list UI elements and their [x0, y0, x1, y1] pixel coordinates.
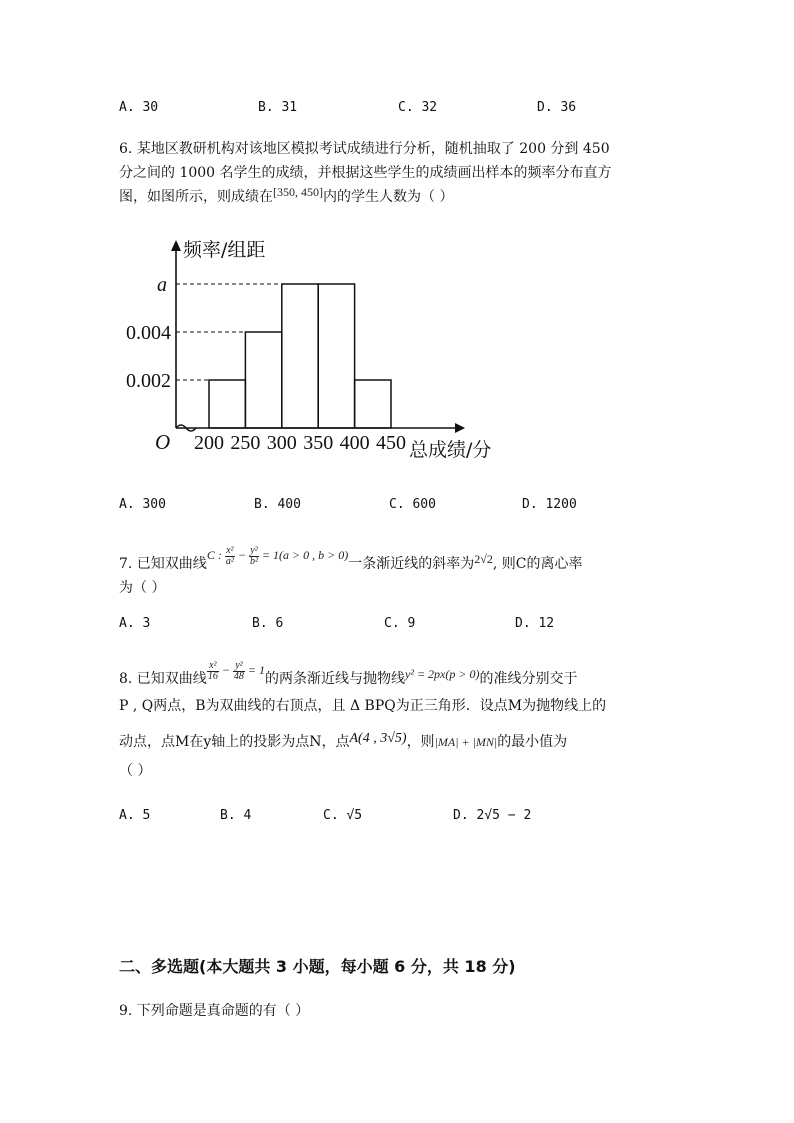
q6-option-b: B. 400	[254, 497, 301, 512]
q7-curve-name: C	[206, 548, 215, 562]
y-axis-arrow	[171, 240, 181, 251]
y-axis-title: 频率/组距	[183, 239, 266, 261]
q8-option-d: D. 2√5 − 2	[453, 808, 532, 823]
q7-line-1	[119, 544, 583, 581]
x-tick-label: 350	[303, 432, 334, 454]
q7-prefix: 7. 已知双曲线	[119, 556, 207, 572]
q6-line-3-start: 图，如图所示，则成绩在	[119, 189, 273, 205]
histogram-bar-2	[245, 332, 281, 428]
q7-suffix: , 则C的离心率	[492, 556, 583, 572]
histogram-bar-5	[355, 380, 391, 428]
q6-line-1: 6. 某地区教研机构对该地区模拟考试成绩进行分析，随机抽取了 200 分到 450	[119, 141, 610, 157]
q8-parabola: y² = 2px(p > 0)	[405, 667, 480, 681]
x-tick-label: 300	[266, 432, 297, 454]
histogram-bar-1	[209, 380, 245, 428]
q7-formula: C : $\frac{\text{x²}}{\text{a²}}$ − $\frac{\text{y²}}{\text{b²}}$ = 1(a > 0 , b > 0)	[206, 544, 349, 567]
q5-option-a: A. 30	[119, 100, 159, 115]
frequency-histogram	[115, 228, 515, 468]
q8-option-c: C. √5	[323, 808, 363, 823]
x-tick-label: 450	[376, 432, 406, 454]
q8-line-1	[119, 659, 578, 696]
q6-option-c: C. 600	[389, 497, 436, 512]
q7-option-c: C. 9	[384, 616, 416, 631]
q8-line-2: P , Q两点，B为双曲线的右顶点，且 Δ BPQ为正三角形．设点M为抛物线上的	[119, 698, 607, 714]
q8-expression: |MA| + |MN|	[434, 735, 498, 749]
q7-condition: = 1(a > 0 , b > 0)	[261, 548, 349, 562]
x-tick-label: 250	[230, 432, 261, 454]
q9-text: 9. 下列命题是真命题的有（ ）	[119, 1003, 310, 1019]
q8-option-b: B. 4	[220, 808, 252, 823]
q7-option-d: D. 12	[515, 616, 555, 631]
q7-option-b: B. 6	[252, 616, 284, 631]
y-tick-label: 0.004	[126, 322, 171, 344]
q7-line-2: 为（ ）	[119, 580, 166, 596]
y-tick-label: 0.002	[126, 370, 171, 392]
q8-middle-1: 的两条渐近线与抛物线	[265, 671, 406, 687]
q8-option-a: A. 5	[119, 808, 151, 823]
q8-line-3	[119, 730, 567, 755]
x-axis-arrow	[455, 423, 465, 433]
histogram-bar-3	[282, 284, 318, 428]
histogram-bar-4	[318, 284, 354, 428]
q8-line-3-start: 动点，点M在y轴上的投影为点N，点	[119, 734, 350, 750]
q6-option-d: D. 1200	[522, 497, 577, 512]
q8-prefix: 8. 已知双曲线	[119, 671, 207, 687]
x-tick-label: 400	[339, 432, 370, 454]
x-axis-title: 总成绩/分	[409, 439, 492, 461]
q6-line-2: 分之间的 1000 名学生的成绩，并根据这些学生的成绩画出样本的频率分布直方	[119, 165, 612, 181]
q6-interval: [350, 450]	[273, 185, 323, 199]
q7-middle: 一条渐近线的斜率为	[348, 556, 475, 572]
q6-option-a: A. 300	[119, 497, 166, 512]
origin-label: O	[155, 430, 171, 454]
q5-option-b: B. 31	[258, 100, 298, 115]
q8-line-4: （ ）	[119, 763, 152, 779]
q8-hyperbola-formula: $\frac{\text{x²}}{16}$ − $\frac{\text{y²}}{48}$ = 1	[207, 659, 266, 682]
q8-line-3-mid: ，则	[406, 734, 435, 750]
q8-point-a: A(4 , 3√5)	[349, 731, 407, 746]
section-title: 二、多选题(本大题共 3 小题，每小题 6 分，共 18 分)	[119, 957, 516, 976]
q6-line-3-end: 内的学生人数为（ ）	[323, 189, 454, 205]
q5-option-d: D. 36	[537, 100, 577, 115]
y-tick-label: a	[157, 274, 167, 296]
x-tick-label: 200	[194, 432, 224, 454]
q8-line-3-end: 的最小值为	[497, 734, 568, 750]
q8-middle-2: 的准线分别交于	[479, 671, 578, 687]
q7-slope: 2√2	[474, 552, 493, 566]
q7-option-a: A. 3	[119, 616, 151, 631]
q5-option-c: C. 32	[398, 100, 438, 115]
q6-line-3	[119, 185, 453, 209]
